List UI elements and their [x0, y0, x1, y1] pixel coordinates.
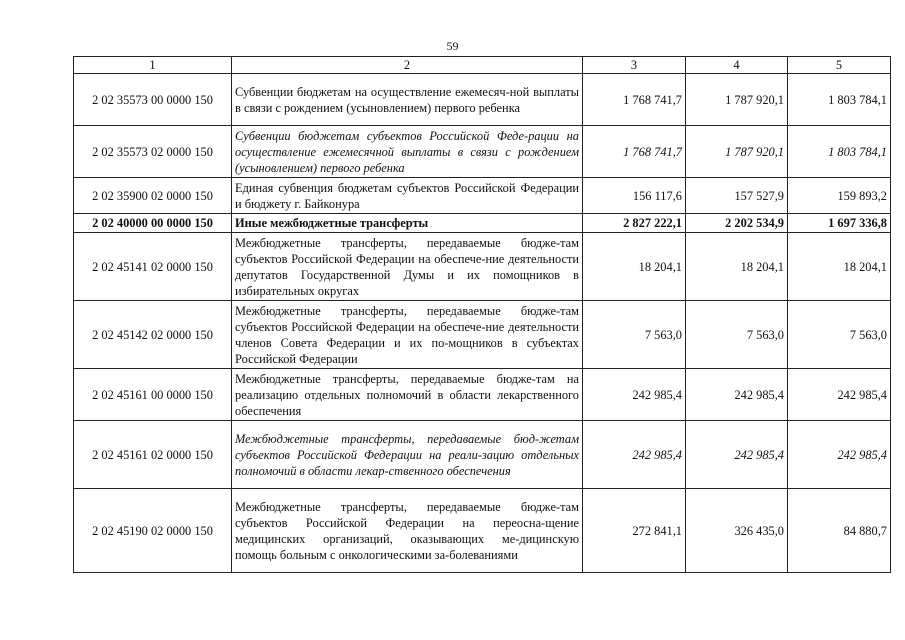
column-header-1: 1 [74, 57, 232, 74]
row-description: Межбюджетные трансферты, передаваемые бюдже-там субъектов Российской Федерации на обеспече-ние деятельности депутатов Государственной Думы и их помощников в избирательных округах [232, 233, 583, 301]
table-row [74, 126, 891, 178]
value-col3: 1 768 741,7 [583, 126, 686, 178]
column-header-3: 3 [583, 57, 686, 74]
budget-code: 2 02 45142 02 0000 150 [74, 301, 232, 369]
column-header-2: 2 [232, 57, 583, 74]
table-row [74, 369, 891, 421]
page-number: 59 [446, 39, 459, 53]
value-col4: 157 527,9 [686, 178, 788, 214]
value-col3: 1 768 741,7 [583, 74, 686, 126]
value-col3: 2 827 222,1 [583, 214, 686, 233]
budget-table [73, 56, 891, 573]
value-col4: 1 787 920,1 [686, 126, 788, 178]
table-row [74, 489, 891, 573]
value-col5: 242 985,4 [788, 369, 891, 421]
table-row [74, 421, 891, 489]
column-header-5: 5 [788, 57, 891, 74]
value-col5: 84 880,7 [788, 489, 891, 573]
value-col4: 2 202 534,9 [686, 214, 788, 233]
table-row [74, 233, 891, 301]
value-col4: 242 985,4 [686, 369, 788, 421]
budget-code: 2 02 45161 00 0000 150 [74, 369, 232, 421]
budget-code: 2 02 45190 02 0000 150 [74, 489, 232, 573]
value-col5: 242 985,4 [788, 421, 891, 489]
row-description: Межбюджетные трансферты, передаваемые бюд-жетам субъектов Российской Федерации на реали-зацию отдельных полномочий в области лекар-ственного обеспечения [232, 421, 583, 489]
value-col3: 18 204,1 [583, 233, 686, 301]
row-description: Единая субвенция бюджетам субъектов Российской Федерации и бюджету г. Байконура [232, 178, 583, 214]
table-row [74, 178, 891, 214]
value-col5: 1 803 784,1 [788, 126, 891, 178]
column-header-4: 4 [686, 57, 788, 74]
row-description: Субвенции бюджетам субъектов Российской Феде-рации на осуществление ежемесячной выплаты в связи с рождением (усыновлением) первого ребенка [232, 126, 583, 178]
value-col4: 242 985,4 [686, 421, 788, 489]
value-col5: 7 563,0 [788, 301, 891, 369]
table-header-row [74, 57, 891, 74]
row-description: Межбюджетные трансферты, передаваемые бюдже-там субъектов Российской Федерации на обеспече-ние деятельности членов Совета Федерации и их по-мощников в субъектах Российской Федерации [232, 301, 583, 369]
value-col4: 326 435,0 [686, 489, 788, 573]
value-col5: 18 204,1 [788, 233, 891, 301]
value-col5: 159 893,2 [788, 178, 891, 214]
row-description: Межбюджетные трансферты, передаваемые бюдже-там на реализацию отдельных полномочий в области лекарственного обеспечения [232, 369, 583, 421]
table-row [74, 214, 891, 233]
value-col4: 18 204,1 [686, 233, 788, 301]
value-col4: 7 563,0 [686, 301, 788, 369]
budget-code: 2 02 35900 02 0000 150 [74, 178, 232, 214]
value-col5: 1 803 784,1 [788, 74, 891, 126]
value-col3: 272 841,1 [583, 489, 686, 573]
value-col4: 1 787 920,1 [686, 74, 788, 126]
value-col3: 242 985,4 [583, 369, 686, 421]
value-col3: 156 117,6 [583, 178, 686, 214]
value-col3: 242 985,4 [583, 421, 686, 489]
row-description: Субвенции бюджетам на осуществление ежемесяч-ной выплаты в связи с рождением (усыновлением) первого ребенка [232, 74, 583, 126]
row-description: Межбюджетные трансферты, передаваемые бюдже-там субъектов Российской Федерации на переосна-щение медицинских организаций, оказывающих ме-дицинскую помощь больным с онкологическими за-болеваниями [232, 489, 583, 573]
table-row [74, 301, 891, 369]
value-col5: 1 697 336,8 [788, 214, 891, 233]
budget-code: 2 02 35573 02 0000 150 [74, 126, 232, 178]
budget-code: 2 02 35573 00 0000 150 [74, 74, 232, 126]
value-col3: 7 563,0 [583, 301, 686, 369]
budget-code: 2 02 45141 02 0000 150 [74, 233, 232, 301]
budget-code: 2 02 40000 00 0000 150 [74, 214, 232, 233]
row-description: Иные межбюджетные трансферты [232, 214, 583, 233]
budget-code: 2 02 45161 02 0000 150 [74, 421, 232, 489]
table-row [74, 74, 891, 126]
